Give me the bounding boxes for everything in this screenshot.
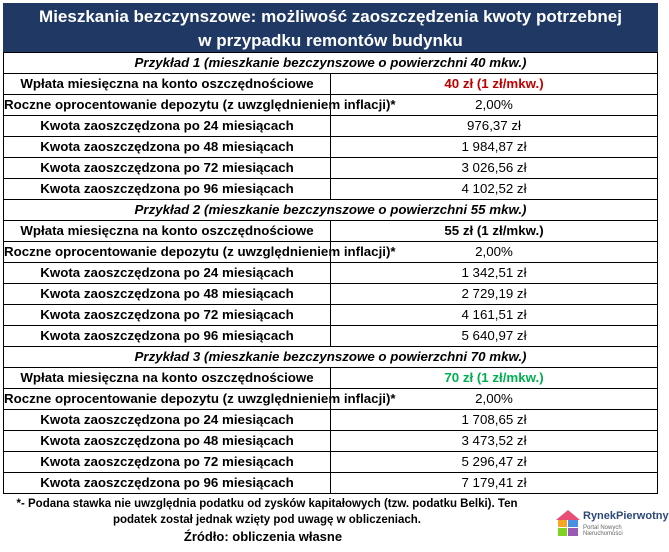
row-value: 1 342,51 zł xyxy=(331,263,658,284)
section-header-row xyxy=(4,200,658,221)
row-label: Kwota zaoszczędzona po 72 miesiącach xyxy=(4,452,331,473)
row-value: 55 zł (1 zł/mkw.) xyxy=(331,221,658,242)
section-header-1: Przykład 1 (mieszkanie bezczynszowe o powierzchni 40 mkw.) xyxy=(4,53,658,74)
row-value: 2,00% xyxy=(331,389,658,410)
section-header-2: Przykład 2 (mieszkanie bezczynszowe o powierzchni 55 mkw.) xyxy=(4,200,658,221)
row-value: 2,00% xyxy=(331,95,658,116)
row-label: Kwota zaoszczędzona po 48 miesiącach xyxy=(4,137,331,158)
row-value: 3 026,56 zł xyxy=(331,158,658,179)
table-row xyxy=(4,284,658,305)
row-label: Wpłata miesięczna na konto oszczędnościowe xyxy=(4,221,331,242)
title-line-2: w przypadku remontów budynku xyxy=(198,31,463,50)
table-row xyxy=(4,137,658,158)
table-row xyxy=(4,116,658,137)
section-header-row xyxy=(4,347,658,368)
table-wrapper xyxy=(3,3,658,544)
row-value: 4 102,52 zł xyxy=(331,179,658,200)
row-value: 70 zł (1 zł/mkw.) xyxy=(331,368,658,389)
row-value: 1 984,87 zł xyxy=(331,137,658,158)
table-row xyxy=(4,179,658,200)
row-value: 7 179,41 zł xyxy=(331,473,658,494)
row-value: 976,37 zł xyxy=(331,116,658,137)
row-value: 1 708,65 zł xyxy=(331,410,658,431)
row-label: Kwota zaoszczędzona po 72 miesiącach xyxy=(4,158,331,179)
row-value: 2 729,19 zł xyxy=(331,284,658,305)
table-row xyxy=(4,242,658,263)
table-title xyxy=(3,3,658,52)
row-label: Kwota zaoszczędzona po 48 miesiącach xyxy=(4,284,331,305)
table-row xyxy=(4,368,658,389)
section-header-3: Przykład 3 (mieszkanie bezczynszowe o powierzchni 70 mkw.) xyxy=(4,347,658,368)
row-value: 2,00% xyxy=(331,242,658,263)
row-label: Roczne oprocentowanie depozytu (z uwzględnieniem inflacji)* xyxy=(4,242,331,263)
table-row xyxy=(4,95,658,116)
footnote: *- Podana stawka nie uwzględnia podatku od zysków kapitałowych (tzw. podatku Belki). Ten podatek został jednak wzięty pod uwagę w obliczeniach. xyxy=(16,498,518,526)
row-value: 4 161,51 zł xyxy=(331,305,658,326)
table-row xyxy=(4,389,658,410)
logo-name: RynekPierwotny xyxy=(583,510,669,522)
row-label: Wpłata miesięczna na konto oszczędnościowe xyxy=(4,74,331,95)
row-value: 3 473,52 zł xyxy=(331,431,658,452)
source-note: Źródło: obliczenia własne xyxy=(183,529,343,544)
table-row xyxy=(4,431,658,452)
row-label: Roczne oprocentowanie depozytu (z uwzględnieniem inflacji)* xyxy=(4,389,331,410)
house-logo-icon xyxy=(555,508,581,538)
table-row xyxy=(4,305,658,326)
table-row xyxy=(4,410,658,431)
row-label: Kwota zaoszczędzona po 72 miesiącach xyxy=(4,305,331,326)
row-label: Kwota zaoszczędzona po 24 miesiącach xyxy=(4,116,331,137)
section-header-row xyxy=(4,53,658,74)
row-value: 5 296,47 zł xyxy=(331,452,658,473)
row-label: Kwota zaoszczędzona po 24 miesiącach xyxy=(4,263,331,284)
row-label: Roczne oprocentowanie depozytu (z uwzględnieniem inflacji)* xyxy=(4,95,331,116)
table-row xyxy=(4,452,658,473)
brand-logo xyxy=(555,500,669,545)
savings-table xyxy=(3,52,658,494)
row-value: 40 zł (1 zł/mkw.) xyxy=(331,74,658,95)
table-row xyxy=(4,473,658,494)
row-label: Kwota zaoszczędzona po 96 miesiącach xyxy=(4,473,331,494)
table-row xyxy=(4,263,658,284)
table-row xyxy=(4,221,658,242)
table-row xyxy=(4,158,658,179)
title-line-1: Mieszkania bezczynszowe: możliwość zaoszczędzenia kwoty potrzebnej xyxy=(39,7,622,26)
table-row xyxy=(4,74,658,95)
row-label: Kwota zaoszczędzona po 48 miesiącach xyxy=(4,431,331,452)
row-label: Kwota zaoszczędzona po 24 miesiącach xyxy=(4,410,331,431)
table-row xyxy=(4,326,658,347)
row-value: 5 640,97 zł xyxy=(331,326,658,347)
logo-subtitle: Portal Nowych Nieruchomości xyxy=(583,525,623,537)
row-label: Wpłata miesięczna na konto oszczędnościowe xyxy=(4,368,331,389)
row-label: Kwota zaoszczędzona po 96 miesiącach xyxy=(4,179,331,200)
row-label: Kwota zaoszczędzona po 96 miesiącach xyxy=(4,326,331,347)
